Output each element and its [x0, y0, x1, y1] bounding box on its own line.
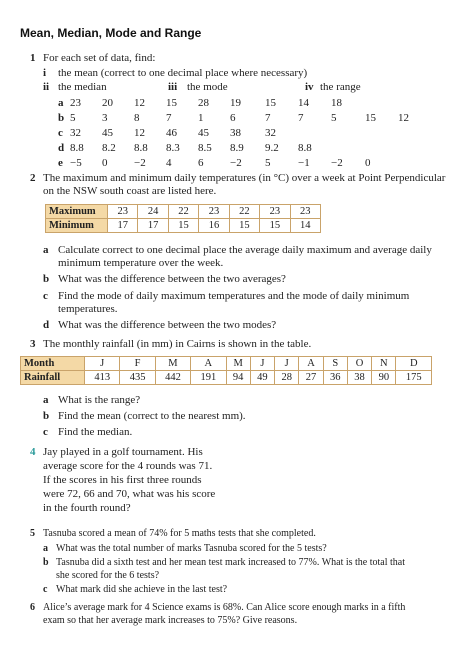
q2-c-line2: temperatures. — [58, 303, 118, 315]
q1-data-value: 28 — [198, 97, 209, 109]
q1-data-value: 6 — [198, 157, 204, 169]
q1-data-value: 8.3 — [166, 142, 180, 154]
temperature-cell: 23 — [260, 205, 290, 219]
q1-data-value: 20 — [102, 97, 113, 109]
q1-row-label: d — [58, 142, 65, 154]
rainfall-cell: 36 — [323, 371, 347, 385]
q1-i-label: i — [43, 67, 47, 79]
q3-c-label: c — [43, 426, 48, 438]
q1-data-value: 7 — [166, 112, 172, 124]
q2-b-line1: What was the difference between the two averages? — [58, 273, 286, 285]
q2-text-line1: The maximum and minimum daily temperatures (in °C) over a week at Point Perpendicular — [43, 172, 446, 184]
q2-c-line1: Find the mode of daily maximum temperatures and the mode of daily minimum — [58, 290, 410, 302]
q5-b-line2: she scored for the 6 tests? — [56, 570, 160, 581]
q2-number: 2 — [30, 172, 36, 184]
q1-data-value: 5 — [70, 112, 76, 124]
rainfall-cell: 90 — [372, 371, 396, 385]
temperature-row-header: Maximum — [46, 205, 108, 219]
temperature-cell: 23 — [199, 205, 229, 219]
q5-b-line1: Tasnuba did a sixth test and her mean test mark increased to 77%. What is the total that — [56, 557, 406, 568]
q1-data-value: 8 — [134, 112, 140, 124]
q1-data-value: −2 — [230, 157, 242, 169]
month-cell: M — [226, 357, 250, 371]
q1-iv-text: the range — [320, 81, 361, 93]
temperature-cell: 15 — [229, 219, 259, 233]
q1-data-value: −2 — [134, 157, 146, 169]
month-header: Month — [21, 357, 85, 371]
month-cell: J — [275, 357, 299, 371]
rainfall-cell: 94 — [226, 371, 250, 385]
q1-data-value: 12 — [398, 112, 409, 124]
q1-data-value: 7 — [265, 112, 271, 124]
rainfall-cell: 28 — [275, 371, 299, 385]
q2-a-line1: Calculate correct to one decimal place the average daily maximum and average daily — [58, 244, 432, 256]
q5-c-label: c — [43, 584, 48, 595]
month-cell: N — [372, 357, 396, 371]
month-cell: O — [347, 357, 371, 371]
q1-data-value: 9.2 — [265, 142, 279, 154]
q3-number: 3 — [30, 338, 36, 350]
temperature-cell: 22 — [229, 205, 259, 219]
q5-b-label: b — [43, 557, 49, 568]
q2-d-line1: What was the difference between the two modes? — [58, 319, 277, 331]
q1-data-value: 8.8 — [298, 142, 312, 154]
q1-data-value: 8.2 — [102, 142, 116, 154]
q1-data-value: −5 — [70, 157, 82, 169]
q5-text-line1: Tasnuba scored a mean of 74% for 5 maths tests that she completed. — [43, 528, 316, 539]
temperature-cell: 17 — [108, 219, 138, 233]
q1-ii-text: the median — [58, 81, 107, 93]
month-cell: J — [250, 357, 274, 371]
q1-data-value: 8.8 — [70, 142, 84, 154]
rainfall-cell: 175 — [396, 371, 432, 385]
month-cell: S — [323, 357, 347, 371]
q1-data-value: 38 — [230, 127, 241, 139]
q3-c-line1: Find the median. — [58, 426, 133, 438]
q1-i-text: the mean (correct to one decimal place where necessary) — [58, 67, 308, 79]
q3-text-line1: The monthly rainfall (in mm) in Cairns is shown in the table. — [43, 338, 312, 350]
q2-c-label: c — [43, 290, 48, 302]
q4-line: If the scores in his first three rounds — [43, 474, 202, 486]
temperature-row-header: Minimum — [46, 219, 108, 233]
q2-d-label: d — [43, 319, 50, 331]
q2-text-line2: on the NSW south coast are listed here. — [43, 185, 217, 197]
q1-number: 1 — [30, 52, 36, 64]
q1-prompt: For each set of data, find: — [43, 52, 156, 64]
q5-number: 5 — [30, 528, 35, 539]
q4-line: in the fourth round? — [43, 502, 131, 514]
q1-data-value: 45 — [102, 127, 113, 139]
month-cell: F — [120, 357, 155, 371]
q1-data-value: 1 — [198, 112, 204, 124]
q3-a-label: a — [43, 394, 49, 406]
q1-row-label: a — [58, 97, 64, 109]
q1-data-value: 5 — [331, 112, 337, 124]
q5-a-label: a — [43, 543, 48, 554]
temperature-table — [45, 204, 321, 233]
temperature-row — [46, 219, 321, 233]
temperature-cell: 23 — [290, 205, 320, 219]
q6-text-line2: exam so that her average mark increases to 75%? Give reasons. — [43, 615, 298, 626]
q1-data-value: 32 — [265, 127, 276, 139]
q1-row-label: e — [58, 157, 63, 169]
q1-row-label: c — [58, 127, 63, 139]
q1-data-value: 18 — [331, 97, 342, 109]
temperature-cell: 23 — [108, 205, 138, 219]
temperature-cell: 14 — [290, 219, 320, 233]
q1-data-value: 12 — [134, 127, 145, 139]
q1-data-value: 23 — [70, 97, 81, 109]
rainfall-cell: 49 — [250, 371, 274, 385]
q6-text-line1: Alice’s average mark for 4 Science exams is 68%. Can Alice score enough marks in a fifth — [43, 602, 406, 613]
rainfall-cell: 435 — [120, 371, 155, 385]
q1-data-value: 14 — [298, 97, 309, 109]
q1-data-value: 6 — [230, 112, 236, 124]
q1-data-value: 45 — [198, 127, 209, 139]
q4-line: Jay played in a golf tournament. His — [43, 446, 203, 458]
rainfall-cell: 413 — [85, 371, 120, 385]
q1-data-value: 19 — [230, 97, 241, 109]
q2-a-line2: minimum temperature over the week. — [58, 257, 224, 269]
q1-data-value: 8.9 — [230, 142, 244, 154]
rainfall-table — [20, 356, 432, 385]
page-title: Mean, Median, Mode and Range — [20, 26, 202, 40]
q1-data-value: 4 — [166, 157, 172, 169]
temperature-cell: 16 — [199, 219, 229, 233]
q1-iii-label: iii — [168, 81, 178, 93]
temperature-cell: 24 — [138, 205, 168, 219]
q1-data-value: 12 — [134, 97, 145, 109]
q5-a-line1: What was the total number of marks Tasnuba scored for the 5 tests? — [56, 543, 327, 554]
q1-data-value: 15 — [265, 97, 276, 109]
q3-a-line1: What is the range? — [58, 394, 141, 406]
temperature-cell: 22 — [168, 205, 198, 219]
q4-line: average score for the 4 rounds was 71. — [43, 460, 213, 472]
q1-data-value: 8.5 — [198, 142, 212, 154]
q3-b-line1: Find the mean (correct to the nearest mm). — [58, 410, 246, 422]
q1-data-value: −1 — [298, 157, 310, 169]
q1-iii-text: the mode — [187, 81, 228, 93]
q1-ii-label: ii — [43, 81, 50, 93]
month-cell: A — [299, 357, 323, 371]
rainfall-cell: 38 — [347, 371, 371, 385]
q1-data-value: 46 — [166, 127, 177, 139]
q1-data-value: 7 — [298, 112, 304, 124]
q1-data-value: 5 — [265, 157, 271, 169]
q1-data-value: 3 — [102, 112, 108, 124]
temperature-cell: 15 — [168, 219, 198, 233]
q1-data-value: 32 — [70, 127, 81, 139]
rainfall-cell: 442 — [155, 371, 190, 385]
temperature-cell: 15 — [260, 219, 290, 233]
q4-line: were 72, 66 and 70, what was his score — [43, 488, 216, 500]
q5-c-line1: What mark did she achieve in the last test? — [56, 584, 228, 595]
month-cell: M — [155, 357, 190, 371]
rainfall-cell: 191 — [191, 371, 226, 385]
temperature-row — [46, 205, 321, 219]
q1-data-value: 8.8 — [134, 142, 148, 154]
q2-b-label: b — [43, 273, 50, 285]
q2-a-label: a — [43, 244, 49, 256]
q1-data-value: 15 — [365, 112, 376, 124]
q1-data-value: 0 — [365, 157, 371, 169]
temperature-cell: 17 — [138, 219, 168, 233]
q1-data-value: 0 — [102, 157, 108, 169]
q4-number: 4 — [30, 446, 36, 458]
rainfall-cell: 27 — [299, 371, 323, 385]
q3-b-label: b — [43, 410, 50, 422]
q1-data-value: 15 — [166, 97, 177, 109]
q1-iv-label: iv — [305, 81, 314, 93]
month-cell: A — [191, 357, 226, 371]
q1-row-label: b — [58, 112, 65, 124]
month-cell: D — [396, 357, 432, 371]
q1-data-value: −2 — [331, 157, 343, 169]
month-cell: J — [85, 357, 120, 371]
q6-number: 6 — [30, 602, 35, 613]
rainfall-header: Rainfall — [21, 371, 85, 385]
